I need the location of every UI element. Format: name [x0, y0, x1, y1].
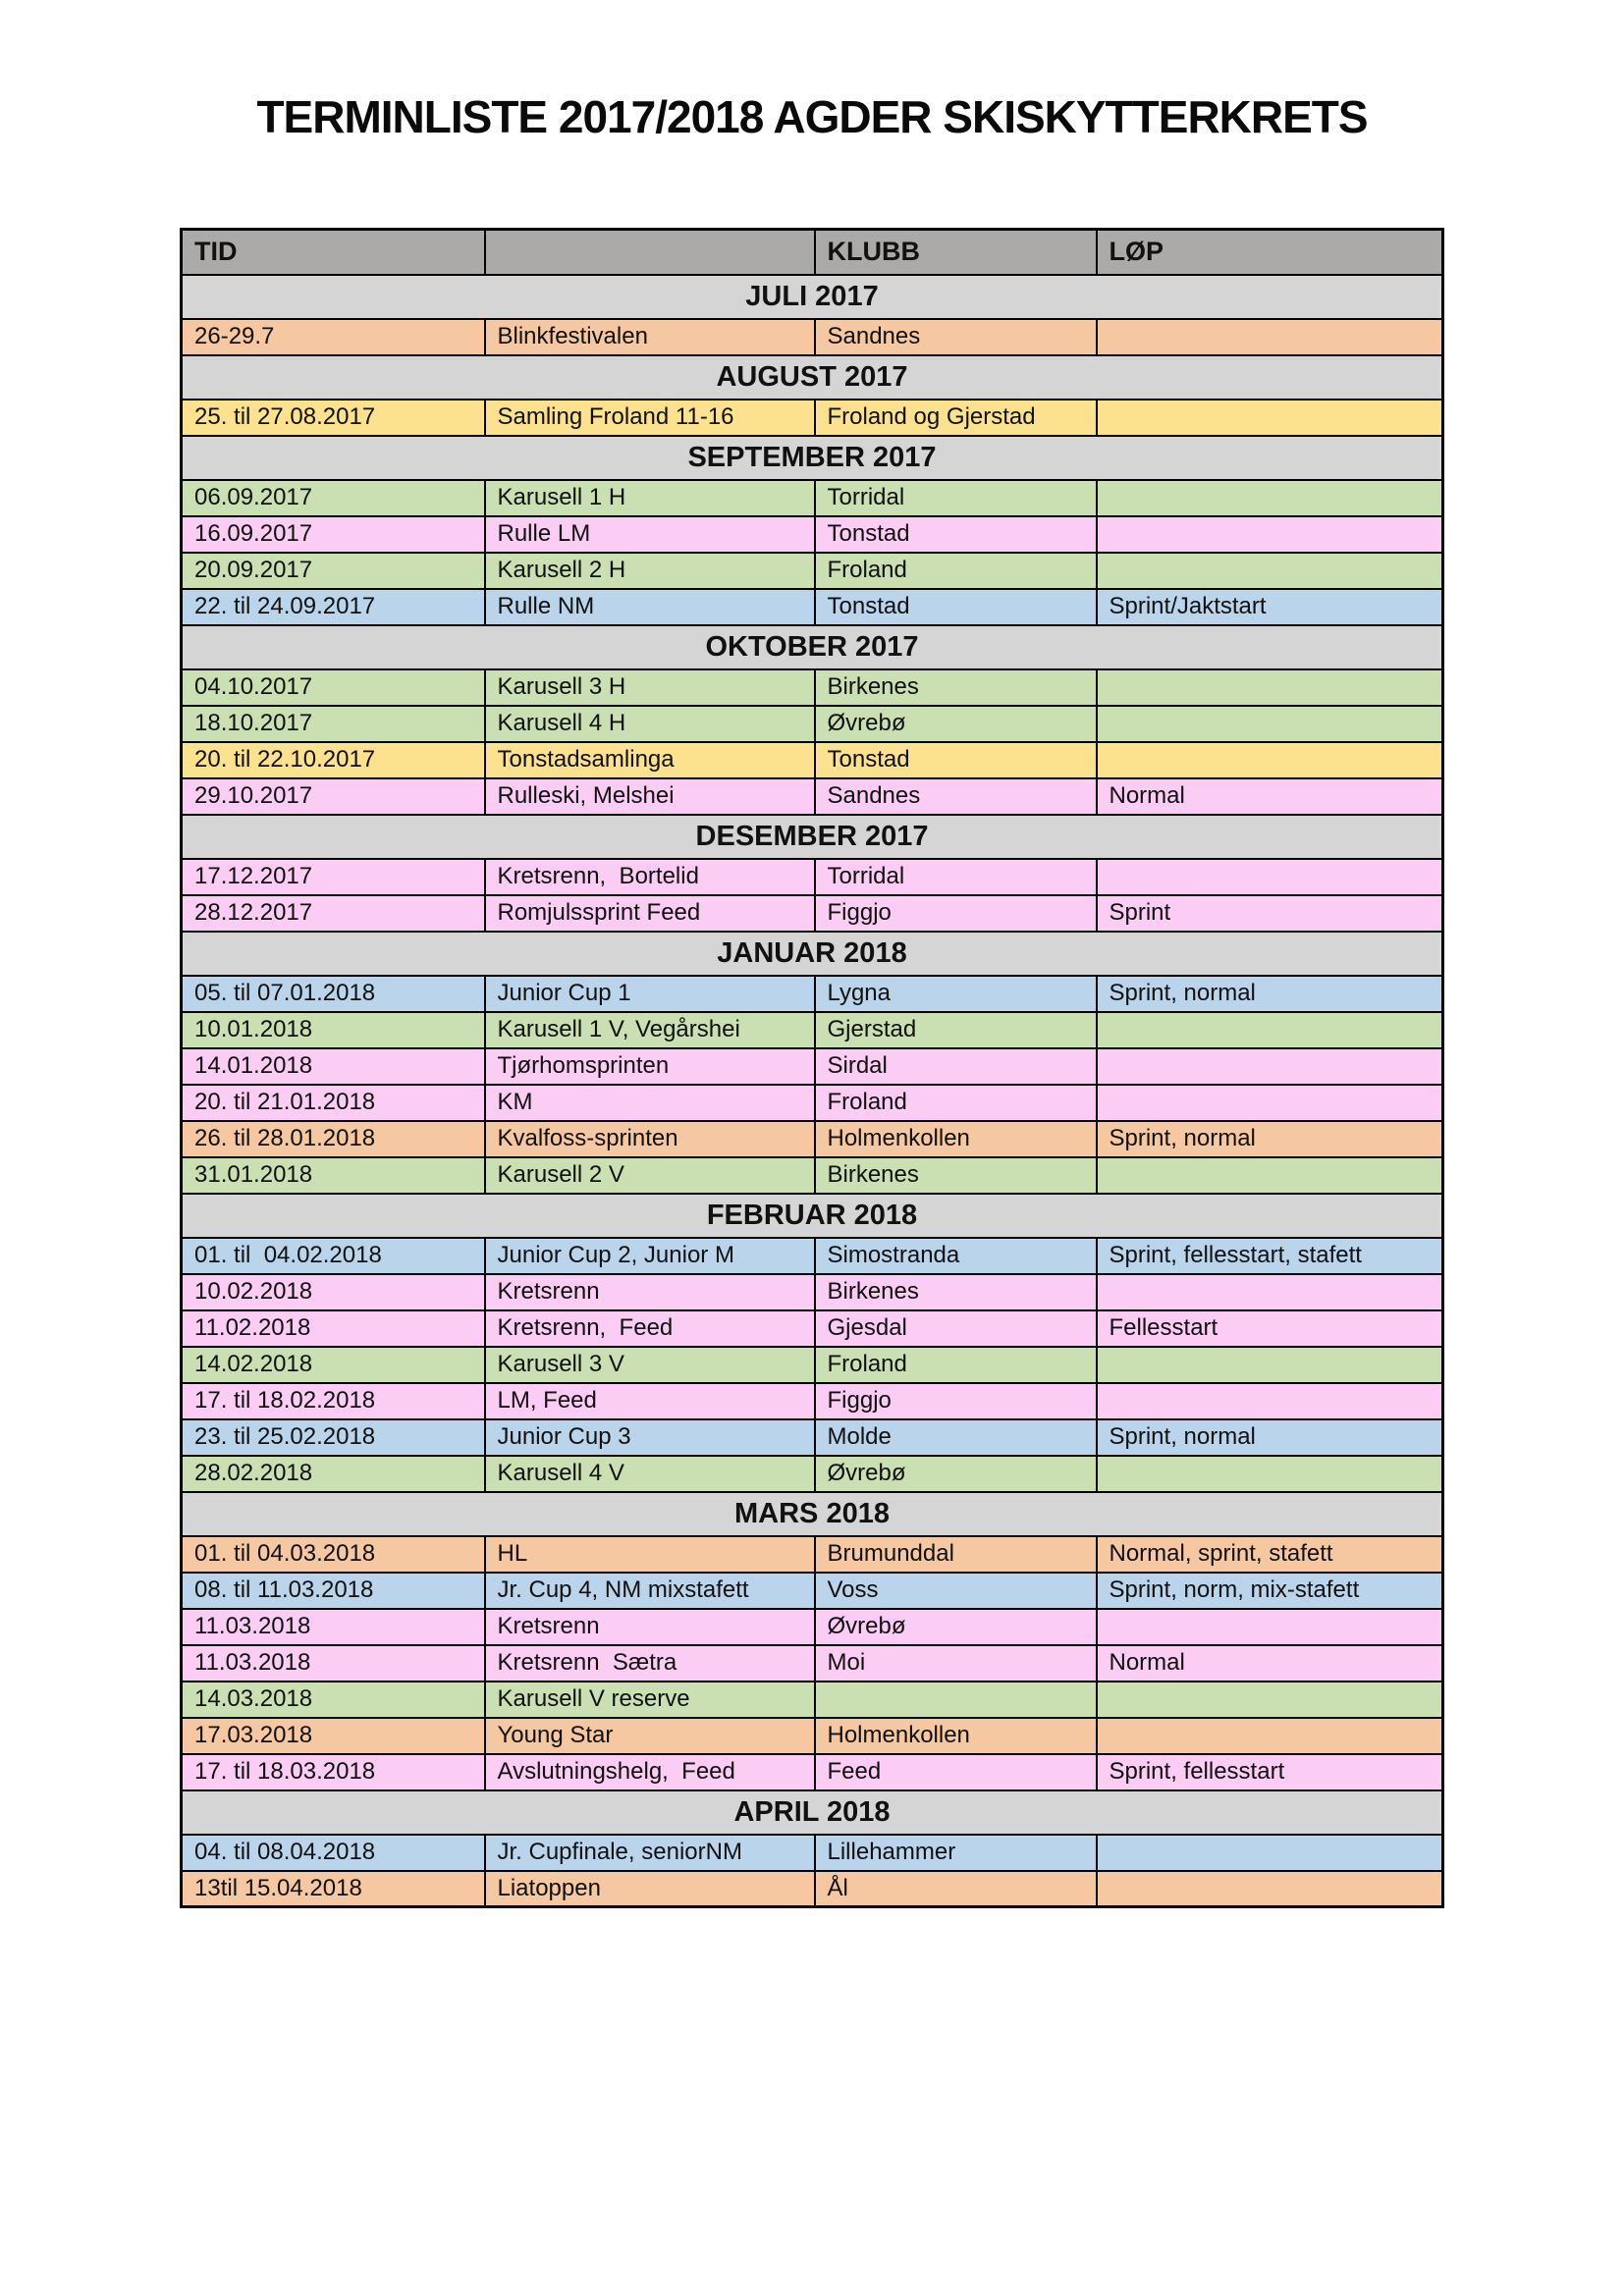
event-name-cell: Kretsrenn — [485, 1274, 815, 1310]
tid-cell: 14.02.2018 — [182, 1347, 485, 1383]
col-header-klubb: KLUBB — [815, 230, 1097, 275]
klubb-cell: Tonstad — [815, 742, 1097, 778]
tid-cell: 16.09.2017 — [182, 516, 485, 553]
klubb-cell: Tonstad — [815, 516, 1097, 553]
tid-cell: 11.02.2018 — [182, 1310, 485, 1347]
lop-cell: Normal — [1097, 1645, 1443, 1682]
event-row — [182, 1536, 1443, 1573]
klubb-cell: Froland — [815, 553, 1097, 589]
tid-cell: 26-29.7 — [182, 319, 485, 355]
event-name-cell: Jr. Cupfinale, seniorNM — [485, 1835, 815, 1871]
klubb-cell: Brumunddal — [815, 1536, 1097, 1573]
tid-cell: 17.03.2018 — [182, 1718, 485, 1754]
event-name-cell: Junior Cup 3 — [485, 1419, 815, 1456]
month-header-label: MARS 2018 — [182, 1492, 1443, 1536]
event-row — [182, 1609, 1443, 1645]
klubb-cell — [815, 1682, 1097, 1718]
klubb-cell: Birkenes — [815, 1274, 1097, 1310]
klubb-cell: Sandnes — [815, 778, 1097, 815]
page-title: TERMINLISTE 2017/2018 AGDER SKISKYTTERKRETS — [256, 91, 1368, 142]
lop-cell — [1097, 1157, 1443, 1194]
event-name-cell: Tjørhomsprinten — [485, 1048, 815, 1085]
tid-cell: 11.03.2018 — [182, 1645, 485, 1682]
klubb-cell: Molde — [815, 1419, 1097, 1456]
event-name-cell: Rulleski, Melshei — [485, 778, 815, 815]
event-name-cell: Tonstadsamlinga — [485, 742, 815, 778]
event-name-cell: Karusell V reserve — [485, 1682, 815, 1718]
lop-cell — [1097, 1609, 1443, 1645]
event-row — [182, 1274, 1443, 1310]
tid-cell: 14.03.2018 — [182, 1682, 485, 1718]
lop-cell — [1097, 516, 1443, 553]
lop-cell — [1097, 706, 1443, 742]
tid-cell: 10.02.2018 — [182, 1274, 485, 1310]
tid-cell: 04. til 08.04.2018 — [182, 1835, 485, 1871]
event-name-cell: LM, Feed — [485, 1383, 815, 1419]
klubb-cell: Figgjo — [815, 1383, 1097, 1419]
tid-cell: 17.12.2017 — [182, 859, 485, 895]
event-row — [182, 1347, 1443, 1383]
event-name-cell: HL — [485, 1536, 815, 1573]
event-name-cell: Samling Froland 11-16 — [485, 400, 815, 436]
tid-cell: 01. til 04.03.2018 — [182, 1536, 485, 1573]
lop-cell — [1097, 1048, 1443, 1085]
event-row — [182, 1121, 1443, 1157]
lop-cell: Sprint, norm, mix-stafett — [1097, 1573, 1443, 1609]
lop-cell: Sprint — [1097, 895, 1443, 932]
event-row — [182, 1419, 1443, 1456]
month-header-label: JANUAR 2018 — [182, 932, 1443, 976]
event-row — [182, 1682, 1443, 1718]
tid-cell: 25. til 27.08.2017 — [182, 400, 485, 436]
tid-cell: 23. til 25.02.2018 — [182, 1419, 485, 1456]
event-row — [182, 976, 1443, 1012]
event-row — [182, 669, 1443, 706]
klubb-cell: Gjerstad — [815, 1012, 1097, 1048]
lop-cell: Sprint, normal — [1097, 1121, 1443, 1157]
tid-cell: 05. til 07.01.2018 — [182, 976, 485, 1012]
lop-cell — [1097, 553, 1443, 589]
klubb-cell: Torridal — [815, 859, 1097, 895]
tid-cell: 26. til 28.01.2018 — [182, 1121, 485, 1157]
klubb-cell: Froland — [815, 1085, 1097, 1121]
event-row — [182, 1835, 1443, 1871]
event-row — [182, 1573, 1443, 1609]
lop-cell: Sprint, fellesstart, stafett — [1097, 1238, 1443, 1274]
klubb-cell: Moi — [815, 1645, 1097, 1682]
tid-cell: 22. til 24.09.2017 — [182, 589, 485, 625]
event-name-cell: Kretsrenn Sætra — [485, 1645, 815, 1682]
lop-cell — [1097, 1456, 1443, 1492]
tid-cell: 11.03.2018 — [182, 1609, 485, 1645]
event-name-cell: Jr. Cup 4, NM mixstafett — [485, 1573, 815, 1609]
month-header-label: SEPTEMBER 2017 — [182, 436, 1443, 480]
event-name-cell: Karusell 2 H — [485, 553, 815, 589]
tid-cell: 28.02.2018 — [182, 1456, 485, 1492]
month-header-row — [182, 275, 1443, 319]
event-name-cell: Karusell 1 V, Vegårshei — [485, 1012, 815, 1048]
event-row — [182, 480, 1443, 516]
event-row — [182, 319, 1443, 355]
klubb-cell: Øvrebø — [815, 706, 1097, 742]
event-row — [182, 1645, 1443, 1682]
lop-cell — [1097, 859, 1443, 895]
event-row — [182, 1718, 1443, 1754]
lop-cell: Normal — [1097, 778, 1443, 815]
event-name-cell: Young Star — [485, 1718, 815, 1754]
tid-cell: 31.01.2018 — [182, 1157, 485, 1194]
month-header-row — [182, 436, 1443, 480]
month-header-label: OKTOBER 2017 — [182, 625, 1443, 669]
event-row — [182, 1157, 1443, 1194]
tid-cell: 08. til 11.03.2018 — [182, 1573, 485, 1609]
month-header-label: APRIL 2018 — [182, 1790, 1443, 1835]
event-row — [182, 1383, 1443, 1419]
event-name-cell: Junior Cup 1 — [485, 976, 815, 1012]
col-header-event — [485, 230, 815, 275]
tid-cell: 13til 15.04.2018 — [182, 1871, 485, 1907]
event-row — [182, 589, 1443, 625]
klubb-cell: Holmenkollen — [815, 1121, 1097, 1157]
event-name-cell: Blinkfestivalen — [485, 319, 815, 355]
event-row — [182, 553, 1443, 589]
klubb-cell: Lygna — [815, 976, 1097, 1012]
tid-cell: 17. til 18.02.2018 — [182, 1383, 485, 1419]
event-row — [182, 1310, 1443, 1347]
event-row — [182, 1456, 1443, 1492]
klubb-cell: Simostranda — [815, 1238, 1097, 1274]
tid-cell: 10.01.2018 — [182, 1012, 485, 1048]
tid-cell: 20.09.2017 — [182, 553, 485, 589]
tid-cell: 17. til 18.03.2018 — [182, 1754, 485, 1790]
event-row — [182, 1085, 1443, 1121]
klubb-cell: Ål — [815, 1871, 1097, 1907]
table-body — [182, 275, 1443, 1907]
event-row — [182, 778, 1443, 815]
lop-cell: Fellesstart — [1097, 1310, 1443, 1347]
lop-cell — [1097, 1274, 1443, 1310]
klubb-cell: Torridal — [815, 480, 1097, 516]
schedule-table — [180, 228, 1444, 1908]
event-row — [182, 706, 1443, 742]
klubb-cell: Lillehammer — [815, 1835, 1097, 1871]
event-row — [182, 859, 1443, 895]
lop-cell — [1097, 480, 1443, 516]
klubb-cell: Birkenes — [815, 1157, 1097, 1194]
klubb-cell: Froland — [815, 1347, 1097, 1383]
lop-cell — [1097, 742, 1443, 778]
lop-cell: Sprint/Jaktstart — [1097, 589, 1443, 625]
klubb-cell: Gjesdal — [815, 1310, 1097, 1347]
event-name-cell: Kretsrenn — [485, 1609, 815, 1645]
lop-cell: Sprint, normal — [1097, 976, 1443, 1012]
event-name-cell: Karusell 4 H — [485, 706, 815, 742]
event-name-cell: Rulle NM — [485, 589, 815, 625]
event-row — [182, 1871, 1443, 1907]
month-header-label: FEBRUAR 2018 — [182, 1194, 1443, 1238]
month-header-row — [182, 355, 1443, 400]
tid-cell: 14.01.2018 — [182, 1048, 485, 1085]
month-header-label: DESEMBER 2017 — [182, 815, 1443, 859]
event-name-cell: Karusell 2 V — [485, 1157, 815, 1194]
klubb-cell: Feed — [815, 1754, 1097, 1790]
tid-cell: 28.12.2017 — [182, 895, 485, 932]
lop-cell — [1097, 1718, 1443, 1754]
tid-cell: 06.09.2017 — [182, 480, 485, 516]
event-name-cell: Karusell 3 V — [485, 1347, 815, 1383]
lop-cell — [1097, 1012, 1443, 1048]
event-row — [182, 1754, 1443, 1790]
event-name-cell: Liatoppen — [485, 1871, 815, 1907]
month-header-label: AUGUST 2017 — [182, 355, 1443, 400]
klubb-cell: Froland og Gjerstad — [815, 400, 1097, 436]
lop-cell: Normal, sprint, stafett — [1097, 1536, 1443, 1573]
tid-cell: 20. til 22.10.2017 — [182, 742, 485, 778]
tid-cell: 01. til 04.02.2018 — [182, 1238, 485, 1274]
event-name-cell: Junior Cup 2, Junior M — [485, 1238, 815, 1274]
lop-cell — [1097, 669, 1443, 706]
klubb-cell: Figgjo — [815, 895, 1097, 932]
event-row — [182, 1238, 1443, 1274]
event-row — [182, 1048, 1443, 1085]
lop-cell — [1097, 1347, 1443, 1383]
klubb-cell: Voss — [815, 1573, 1097, 1609]
event-name-cell: KM — [485, 1085, 815, 1121]
klubb-cell: Sandnes — [815, 319, 1097, 355]
lop-cell: Sprint, normal — [1097, 1419, 1443, 1456]
klubb-cell: Birkenes — [815, 669, 1097, 706]
klubb-cell: Holmenkollen — [815, 1718, 1097, 1754]
tid-cell: 18.10.2017 — [182, 706, 485, 742]
klubb-cell: Øvrebø — [815, 1609, 1097, 1645]
lop-cell: Sprint, fellesstart — [1097, 1754, 1443, 1790]
month-header-row — [182, 1790, 1443, 1835]
event-name-cell: Avslutningshelg, Feed — [485, 1754, 815, 1790]
month-header-row — [182, 815, 1443, 859]
month-header-row — [182, 1492, 1443, 1536]
lop-cell — [1097, 1682, 1443, 1718]
event-name-cell: Kretsrenn, Feed — [485, 1310, 815, 1347]
event-row — [182, 742, 1443, 778]
event-name-cell: Karusell 1 H — [485, 480, 815, 516]
table-header — [182, 230, 1443, 275]
event-name-cell: Kretsrenn, Bortelid — [485, 859, 815, 895]
tid-cell: 20. til 21.01.2018 — [182, 1085, 485, 1121]
month-header-row — [182, 1194, 1443, 1238]
column-header-row — [182, 230, 1443, 275]
event-row — [182, 400, 1443, 436]
event-row — [182, 516, 1443, 553]
month-header-row — [182, 932, 1443, 976]
col-header-tid: TID — [182, 230, 485, 275]
col-header-lop: LØP — [1097, 230, 1443, 275]
lop-cell — [1097, 319, 1443, 355]
tid-cell: 29.10.2017 — [182, 778, 485, 815]
month-header-label: JULI 2017 — [182, 275, 1443, 319]
lop-cell — [1097, 400, 1443, 436]
event-name-cell: Romjulssprint Feed — [485, 895, 815, 932]
lop-cell — [1097, 1383, 1443, 1419]
lop-cell — [1097, 1871, 1443, 1907]
tid-cell: 04.10.2017 — [182, 669, 485, 706]
event-row — [182, 895, 1443, 932]
klubb-cell: Tonstad — [815, 589, 1097, 625]
event-name-cell: Karusell 4 V — [485, 1456, 815, 1492]
lop-cell — [1097, 1085, 1443, 1121]
event-name-cell: Kvalfoss-sprinten — [485, 1121, 815, 1157]
month-header-row — [182, 625, 1443, 669]
klubb-cell: Sirdal — [815, 1048, 1097, 1085]
event-name-cell: Karusell 3 H — [485, 669, 815, 706]
event-row — [182, 1012, 1443, 1048]
lop-cell — [1097, 1835, 1443, 1871]
event-name-cell: Rulle LM — [485, 516, 815, 553]
klubb-cell: Øvrebø — [815, 1456, 1097, 1492]
